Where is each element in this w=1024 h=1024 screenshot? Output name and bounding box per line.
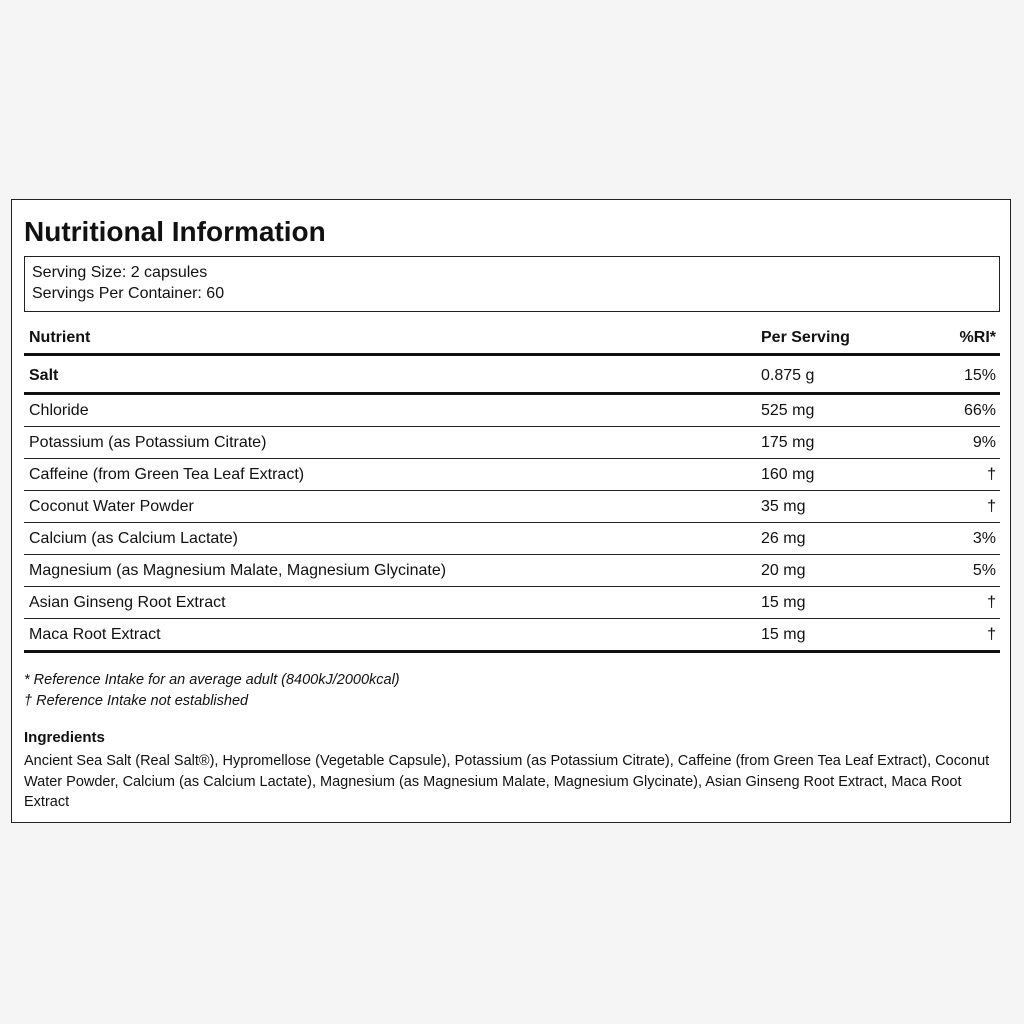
nutrient-ri: 3%	[972, 530, 996, 547]
nutrient-name: Calcium (as Calcium Lactate)	[29, 530, 238, 547]
nutrient-amount: 15 mg	[761, 626, 806, 643]
nutrient-name: Coconut Water Powder	[29, 498, 194, 515]
nutrient-amount: 160 mg	[761, 466, 815, 483]
table-row	[24, 587, 1000, 619]
nutrient-amount: 35 mg	[761, 498, 806, 515]
panel-title: Nutritional Information	[24, 216, 326, 247]
table-header-row	[24, 320, 1000, 356]
header-ri: %RI*	[959, 329, 996, 346]
table-row	[24, 459, 1000, 491]
serving-info-box	[24, 256, 1000, 312]
nutrient-ri: 9%	[972, 434, 996, 451]
nutrient-ri: †	[987, 466, 996, 483]
table-row	[24, 356, 1000, 395]
nutrient-name: Caffeine (from Green Tea Leaf Extract)	[29, 466, 305, 483]
nutrient-name: Chloride	[29, 402, 89, 419]
nutrient-ri: 66%	[963, 402, 996, 419]
nutrient-amount: 175 mg	[761, 434, 815, 451]
dagger-footnote: † Reference Intake not established	[24, 693, 249, 709]
table-row	[24, 427, 1000, 459]
nutrient-name: Maca Root Extract	[29, 626, 161, 643]
nutrient-name: Magnesium (as Magnesium Malate, Magnesium Glycinate)	[29, 562, 447, 579]
table-row	[24, 523, 1000, 555]
table-row	[24, 619, 1000, 653]
footnotes	[24, 670, 400, 712]
ingredients-text: Ancient Sea Salt (Real Salt®), Hypromellose (Vegetable Capsule), Potassium (as Potassium Citrate), Caffeine (from Green Tea Leaf Extract), Coconut Water Powder, Calcium (as Calcium Lactate), Magnesium (as Magnesium Malate, Magnesium Glycinate), Asian Ginseng Root Extract, Maca Root Extract	[24, 753, 990, 810]
header-nutrient: Nutrient	[29, 329, 91, 346]
table-row	[24, 491, 1000, 523]
nutrient-ri: †	[987, 498, 996, 515]
nutrient-ri: 15%	[963, 367, 996, 384]
nutrient-amount: 20 mg	[761, 562, 806, 579]
nutrient-name: Salt	[29, 367, 59, 384]
nutrient-amount: 26 mg	[761, 530, 806, 547]
table-row	[24, 555, 1000, 587]
serving-size: Serving Size: 2 capsules	[32, 264, 208, 281]
nutrition-panel	[11, 199, 1011, 823]
table-row	[24, 395, 1000, 427]
nutrient-amount: 0.875 g	[761, 367, 815, 384]
header-per-serving: Per Serving	[761, 329, 850, 346]
ingredients-heading: Ingredients	[24, 729, 105, 746]
nutrient-table	[24, 320, 1000, 653]
servings-per-container: Servings Per Container: 60	[32, 285, 225, 302]
ri-footnote: * Reference Intake for an average adult (8400kJ/2000kcal)	[24, 672, 400, 688]
nutrient-ri: †	[987, 594, 996, 611]
nutrient-amount: 525 mg	[761, 402, 815, 419]
nutrient-name: Asian Ginseng Root Extract	[29, 594, 226, 611]
nutrient-ri: 5%	[972, 562, 996, 579]
nutrient-name: Potassium (as Potassium Citrate)	[29, 434, 267, 451]
nutrient-amount: 15 mg	[761, 594, 806, 611]
nutrient-ri: †	[987, 626, 996, 643]
